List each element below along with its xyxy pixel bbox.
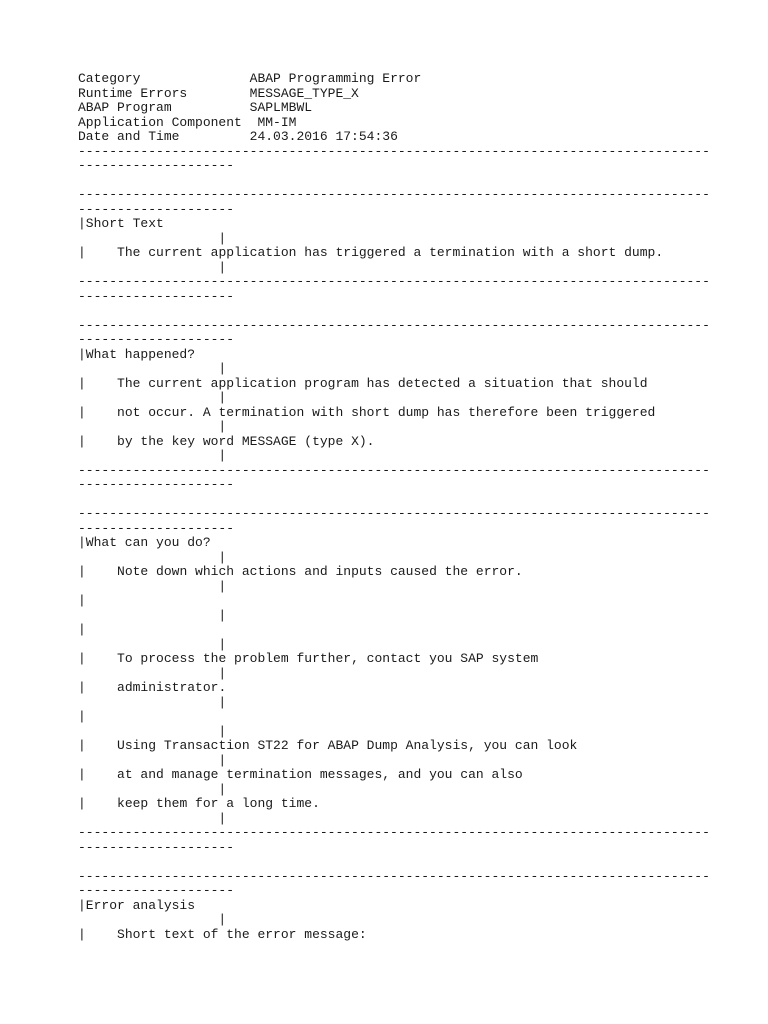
what-can-you-do-line [78,739,758,754]
blank-line [78,304,758,319]
date-time-label: Date and Time [78,130,180,144]
what-can-you-do-line [78,565,758,580]
error-analysis-text: Short text of the error message: [117,927,367,942]
what-happened-line [78,406,758,421]
separator-long: --------------------------------------------------------------------------------- [78,869,710,884]
separator-long: --------------------------------------------------------------------------------- [78,188,710,202]
separator-short: -------------------- [78,478,235,492]
what-happened-line [78,377,758,392]
abap-program-row [78,101,758,116]
spacer-pipe: | [78,231,227,246]
pipe: | [78,739,86,753]
short-text-title: |Short Text [78,217,164,231]
pipe: | [78,246,86,260]
spacer-pipe: | [78,608,227,623]
what-can-you-do-text: keep them for a long time. [117,797,320,811]
pipe: | [78,652,86,666]
blank-line [78,493,758,508]
what-happened-line [78,435,758,450]
what-can-you-do-line [78,768,758,783]
application-component-row [78,116,758,131]
spacer-pipe: | [78,782,227,797]
spacer-pipe: | [78,637,227,652]
pipe: | [78,565,86,579]
blank-line [78,174,758,189]
pipe-line: | [78,710,86,724]
short-dump-document [78,72,758,942]
what-happened-text: The current application program has detected a situation that should [117,376,648,391]
abap-program-label: ABAP Program [78,101,172,115]
separator-short: -------------------- [78,521,235,536]
what-can-you-do-title: |What can you do? [78,536,211,550]
short-text-line [78,246,758,261]
pipe: | [78,927,86,942]
pipe: | [78,768,86,782]
separator-long: --------------------------------------------------------------------------------- [78,463,710,478]
separator-long: --------------------------------------------------------------------------------- [78,275,710,289]
application-component-value: MM-IM [257,115,297,130]
what-happened-title: |What happened? [78,347,196,362]
short-text-content: The current application has triggered a termination with a short dump. [117,246,664,260]
what-happened-text: by the key word MESSAGE (type X). [117,434,375,449]
separator-short: -------------------- [78,159,235,173]
spacer-pipe: | [78,811,227,826]
spacer-pipe: | [78,391,227,405]
pipe: | [78,376,86,391]
separator-short: -------------------- [78,202,235,217]
what-can-you-do-line [78,797,758,812]
separator-short: -------------------- [78,333,235,347]
spacer-pipe: | [78,362,227,376]
separator-short: -------------------- [78,840,235,855]
what-can-you-do-text: administrator. [117,681,227,695]
spacer-pipe: | [78,695,227,710]
spacer-pipe: | [78,260,227,275]
pipe-line: | [78,594,86,608]
application-component-label: Application Component [78,115,242,130]
what-happened-text: not occur. A termination with short dump has therefore been triggered [117,405,656,420]
spacer-pipe: | [78,724,227,739]
abap-program-value: SAPLMBWL [249,101,313,115]
spacer-pipe: | [78,550,227,565]
pipe: | [78,681,86,695]
what-can-you-do-line [78,652,758,667]
separator-short: -------------------- [78,289,235,304]
pipe-line: | [78,623,86,637]
category-row [78,72,758,87]
separator-long: --------------------------------------------------------------------------------- [78,144,710,159]
what-can-you-do-text: To process the problem further, contact you SAP system [117,652,539,666]
separator-long: --------------------------------------------------------------------------------- [78,826,710,840]
spacer-pipe: | [78,753,227,768]
category-label: Category [78,72,141,86]
separator-long: --------------------------------------------------------------------------------- [78,318,710,333]
separator-long: --------------------------------------------------------------------------------- [78,507,710,521]
runtime-errors-row [78,87,758,102]
runtime-errors-value: MESSAGE_TYPE_X [249,86,359,101]
spacer-pipe: | [78,449,227,463]
what-can-you-do-text: Using Transaction ST22 for ABAP Dump Analysis, you can look [117,739,578,753]
date-time-value: 24.03.2016 17:54:36 [249,130,398,144]
separator-short: -------------------- [78,884,235,898]
what-can-you-do-text: Note down which actions and inputs caused the error. [117,565,523,579]
error-analysis-line [78,928,758,943]
runtime-errors-label: Runtime Errors [78,86,188,101]
blank-line [78,855,758,870]
spacer-pipe: | [78,666,227,681]
what-can-you-do-text: at and manage termination messages, and you can also [117,768,523,782]
spacer-pipe: | [78,913,227,927]
spacer-pipe: | [78,579,227,594]
pipe: | [78,405,86,420]
category-value: ABAP Programming Error [249,72,422,86]
pipe: | [78,434,86,449]
spacer-pipe: | [78,420,227,434]
date-time-row [78,130,758,145]
pipe: | [78,797,86,811]
error-analysis-title: |Error analysis [78,898,196,913]
what-can-you-do-line [78,681,758,696]
